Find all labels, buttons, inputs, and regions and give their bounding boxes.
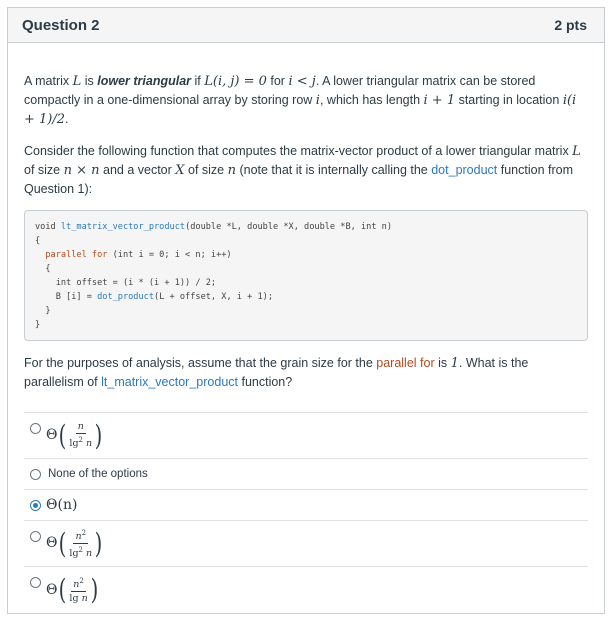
lower-triangular-emphasis: lower triangular [97, 74, 192, 88]
option-expression: Θ ( $\frac{n}{\lg^2 n}$ ) [46, 418, 103, 452]
question-card [7, 7, 605, 614]
question-title: Question 2 [22, 16, 100, 34]
radio-button[interactable] [30, 577, 41, 588]
answer-option-4[interactable] [24, 521, 588, 567]
dot-product-link: dot_product [431, 163, 498, 177]
answer-option-1[interactable] [24, 413, 588, 459]
paragraph-function-intro: Consider the following function that computes the matrix-vector product of a lower triangular matrix L of size n × n and a vector X of size n (note that it is internally calling the dot_product function from Question 1): [24, 144, 581, 196]
question-points: 2 pts [554, 17, 587, 33]
answer-option-2[interactable] [24, 459, 588, 490]
radio-button[interactable] [30, 423, 41, 434]
question-header [8, 8, 604, 43]
radio-button[interactable] [30, 531, 41, 542]
option-expression: Θ(n) [46, 496, 78, 513]
paragraph-definition: A matrix L is lower triangular if L(i, j) = 0 for i < j. A lower triangular matrix can be stored compactly in a one-dimensional array by storing row i, which has length i + 1 starting in location i(i + 1)/2. [24, 74, 577, 127]
radio-button[interactable] [30, 469, 41, 480]
answer-options [24, 412, 588, 613]
answer-option-3[interactable] [24, 490, 588, 521]
option-expression: Θ ( $\frac{n^2}{\lg^2 n}$ ) [46, 526, 103, 560]
question-body [8, 72, 604, 613]
code-block: void lt_matrix_vector_product(double *L, double *X, double *B, int n) { parallel for (int i = 0; i < n; i++) { int offset = (i * (i + 1)) / 2; B [i] = dot_product(L + offset, X, i + 1); } } [24, 210, 588, 341]
answer-option-5[interactable] [24, 567, 588, 613]
paragraph-question: For the purposes of analysis, assume that the grain size for the parallel for is 1. What is the parallelism of lt_matrix_vector_product function? [24, 356, 529, 389]
option-expression: Θ ( $\frac{n^2}{\text{lg n}}$ ) [46, 573, 98, 606]
option-label: None of the options [48, 467, 148, 480]
radio-button-selected[interactable] [30, 500, 41, 511]
